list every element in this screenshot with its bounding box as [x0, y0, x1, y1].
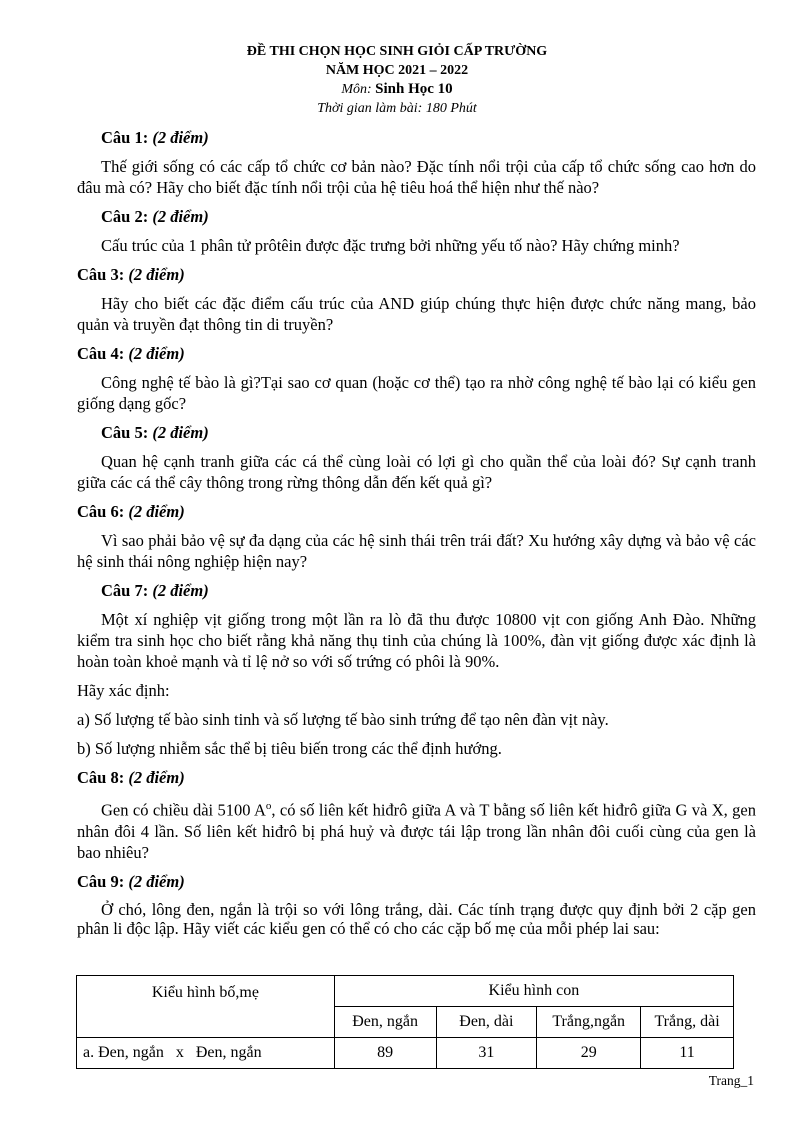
question-text: Thế giới sống có các cấp tổ chức cơ bản nào? Đặc tính nổi trội của cấp tổ chức sống cao hơn do đâu mà có? Hãy cho biết đặc tính nổi trội của hệ tiêu hoá thể hiện như thế nào?: [77, 157, 756, 197]
value-cell: 31: [436, 1038, 537, 1069]
subject-name: Sinh Học 10: [375, 81, 453, 97]
question-text: Một xí nghiệp vịt giống trong một lần ra lò đã thu được 10800 vịt con giống Anh Đào. Những kiểm tra sinh học cho biết rằng khả năng thụ tinh của chúng là 100%, đàn vịt giống được xác định là hoàn toàn khoẻ mạnh và tỉ lệ nở so với số trứng có phôi là 90%.: [77, 610, 756, 671]
subject-label: Môn:: [341, 82, 376, 97]
question-9: [77, 871, 756, 938]
subheader-black-long: Đen, dài: [436, 1007, 537, 1038]
subject-line: [0, 80, 794, 99]
question-heading: Câu 8: (2 điểm): [77, 768, 185, 787]
question-part-a: a) Số lượng tế bào sinh tinh và số lượng tế bào sinh trứng để tạo nên đàn vịt này.: [77, 710, 609, 729]
value-cell: 89: [334, 1038, 436, 1069]
question-heading: Câu 9: (2 điểm): [77, 871, 185, 891]
question-text: Cấu trúc của 1 phân tử prôtêin được đặc trưng bởi những yếu tố nào? Hãy chứng minh?: [101, 236, 680, 255]
subheader-white-long: Trắng, dài: [641, 1007, 734, 1038]
question-7: [77, 580, 756, 759]
value-cell: 11: [641, 1038, 734, 1069]
question-text: Vì sao phải bảo vệ sự đa dạng của các hệ sinh thái trên trái đất? Xu hướng xây dựng và bảo vệ các hệ sinh thái nông nghiệp hiện nay?: [77, 531, 756, 571]
school-year: NĂM HỌC 2021 – 2022: [325, 63, 469, 78]
question-text: Công nghệ tế bào là gì?Tại sao cơ quan (hoặc cơ thể) tạo ra nhờ công nghệ tế bào lại có kiểu gen giống dạng gốc?: [77, 373, 756, 413]
question-heading: Câu 1: (2 điểm): [101, 128, 209, 147]
question-heading: Câu 2: (2 điểm): [101, 207, 209, 226]
question-part-b: b) Số lượng nhiễm sắc thể bị tiêu biến trong các thể định hướng.: [77, 739, 502, 758]
table-row: [77, 1038, 734, 1069]
value-cell: 29: [537, 1038, 641, 1069]
question-5: [77, 422, 756, 493]
question-heading: Câu 6: (2 điểm): [77, 502, 185, 521]
questions-body: [77, 127, 756, 946]
exam-header: [0, 42, 794, 118]
question-heading: Câu 4: (2 điểm): [77, 344, 185, 363]
header-offspring-phenotype: Kiểu hình con: [334, 976, 733, 1007]
question-text: Ở chó, lông đen, ngắn là trội so với lông trắng, dài. Các tính trạng được quy định bởi 2 cặp gen phân li độc lập. Hãy viết các kiểu gen có thể có cho các cặp bố mẹ của mỗi phép lai sau:: [77, 899, 756, 938]
page-number: Trang_1: [708, 1073, 754, 1088]
question-1: [77, 127, 756, 198]
question-heading: Câu 5: (2 điểm): [101, 423, 209, 442]
question-8: [77, 767, 756, 863]
question-text: Hãy cho biết các đặc điểm cấu trúc của AND giúp chúng thực hiện được chức năng mang, bảo quản và truyền đạt thông tin di truyền?: [77, 294, 756, 334]
subheader-white-short: Trắng,ngắn: [537, 1007, 641, 1038]
time-limit: Thời gian làm bài: 180 Phút: [317, 101, 477, 116]
cross-results-table: [76, 975, 734, 1069]
question-text: Gen có chiều dài 5100 $A^o$, có số liên kết hiđrô giữa A và T bằng số liên kết hiđrô giữa G và X, gen nhân đôi 4 lần. Số liên kết hiđrô bị phá huỷ và được tái lập trong lần nhân đôi cuối cùng của gen là bao nhiêu?: [77, 800, 756, 862]
question-text: Quan hệ cạnh tranh giữa các cá thể cùng loài có lợi gì cho quần thể của loài đó? Sự cạnh tranh giữa các cá thể cây thông trong rừng thông dẫn đến kết quả gì?: [77, 452, 756, 492]
cross-label: a. Đen, ngắn x Đen, ngắn: [77, 1038, 335, 1069]
question-3: [77, 264, 756, 335]
question-2: [77, 206, 756, 256]
exam-title: ĐỀ THI CHỌN HỌC SINH GIỎI CẤP TRƯỜNG: [246, 44, 548, 59]
question-6: [77, 501, 756, 572]
question-heading: Câu 7: (2 điểm): [101, 581, 209, 600]
subheader-black-short: Đen, ngắn: [334, 1007, 436, 1038]
question-prompt: Hãy xác định:: [77, 681, 170, 700]
question-4: [77, 343, 756, 414]
question-heading: Câu 3: (2 điểm): [77, 265, 185, 284]
header-parent-phenotype: Kiểu hình bố,mẹ: [77, 976, 335, 1038]
